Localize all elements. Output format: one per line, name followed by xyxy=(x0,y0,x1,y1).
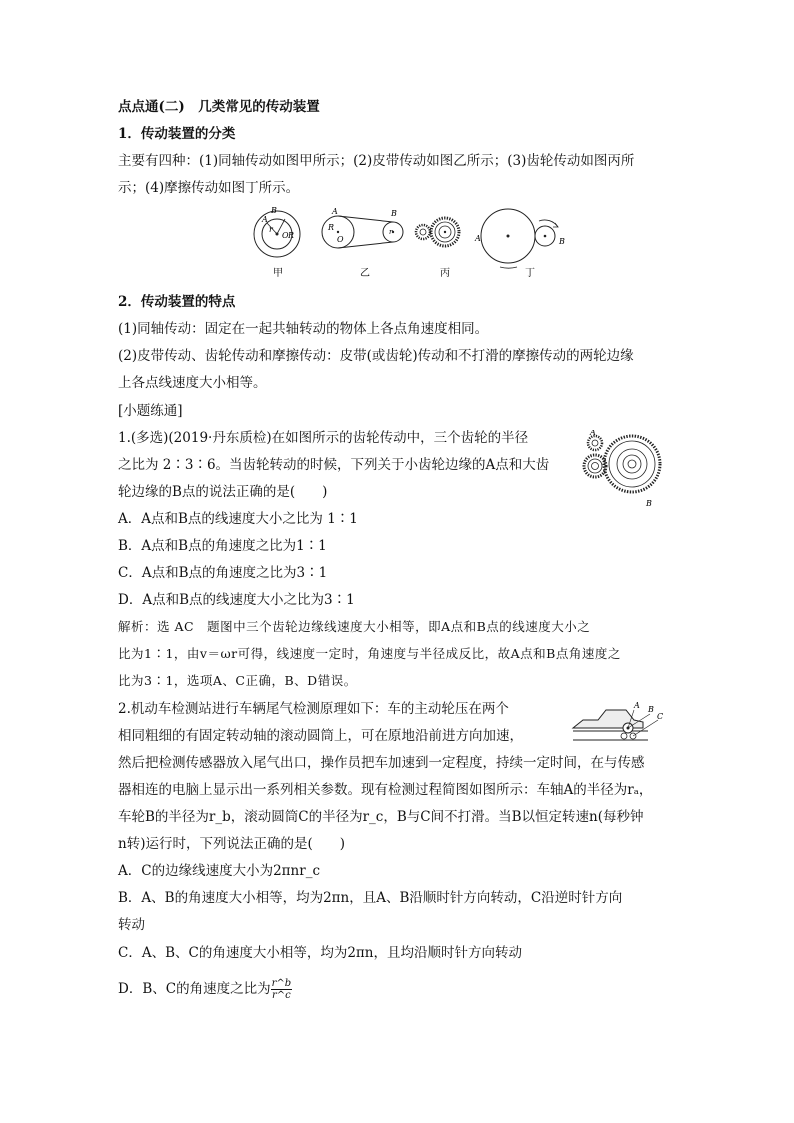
label-B-belt: B xyxy=(391,209,397,218)
feature-1: (1)同轴传动：固定在一起共轴转动的物体上各点角速度相同。 xyxy=(118,321,489,337)
solution-line-2: 比为1∶1，由v＝ωr可得，线速度一定时，角速度与半径成反比，故A点和B点角速度之 xyxy=(118,646,621,661)
q1-line-3: 轮边缘的B点的说法正确的是( ) xyxy=(118,484,328,500)
coaxial-diagram xyxy=(254,206,300,257)
transmission-figure xyxy=(225,205,585,280)
q2-option-c: C．A、B、C的角速度大小相等，均为2πn，且均沿顺时针方向转动 xyxy=(118,945,522,961)
label-B-friction: B xyxy=(559,237,565,246)
feature-2-line-2: 上各点线速度大小相等。 xyxy=(118,375,267,391)
feature-2-line-1: (2)皮带传动、齿轮传动和摩擦传动：皮带(或齿轮)传动和不打滑的摩擦传动的两轮边缘 xyxy=(118,348,634,364)
caption-ding: 丁 xyxy=(525,268,535,279)
q2-line-5: 车轮B的半径为r_b，滚动圆筒C的半径为r_c，B与C间不打滑。当B以恒定转速n(每秒钟 xyxy=(118,809,644,825)
q2-line-3: 然后把检测传感器放入尾气出口，操作员把车加速到一定程度，持续一定时间，在与传感 xyxy=(118,755,645,771)
q2-option-d-fraction xyxy=(271,978,293,1001)
q2-option-a: A．C的边缘线速度大小为2πnr_c xyxy=(118,863,320,879)
q1-option-c: C．A点和B点的角速度之比为3∶1 xyxy=(118,565,328,581)
label-r-belt: r xyxy=(389,228,393,236)
car-test-figure xyxy=(568,698,678,748)
car-label-B: B xyxy=(648,705,654,714)
label-O: O xyxy=(282,231,289,240)
heading-features: 2．传动装置的特点 xyxy=(118,294,236,310)
car-label-A: A xyxy=(634,701,640,710)
label-B: B xyxy=(271,206,277,215)
q2-option-b-line-1: B．A、B的角速度大小相等，均为2πn，且A、B沿顺时针方向转动，C沿逆时针方向 xyxy=(118,890,623,906)
belt-diagram xyxy=(322,207,403,248)
label-R-belt: R xyxy=(328,223,335,232)
gear-label-A: A xyxy=(590,430,596,437)
q2-line-2: 相同粗细的有固定转动轴的滚动圆筒上，可在原地沿前进方向加速， xyxy=(118,728,523,744)
intro-line-2: 示；(4)摩擦传动如图丁所示。 xyxy=(118,180,300,196)
caption-jia: 甲 xyxy=(273,268,283,279)
label-r: r xyxy=(269,225,273,234)
q1-option-a: A．A点和B点的线速度大小之比为 1∶1 xyxy=(118,511,358,527)
fraction-numerator: r^b xyxy=(271,978,292,989)
label-A: A xyxy=(262,215,268,224)
q1-option-d: D．A点和B点的线速度大小之比为3∶1 xyxy=(118,592,355,608)
q1-line-1: 1.(多选)(2019·丹东质检)在如图所示的齿轮传动中，三个齿轮的半径 xyxy=(118,430,529,446)
gear-label-B: B xyxy=(646,499,652,508)
gear-diagram xyxy=(416,218,459,246)
heading-classification: 1．传动装置的分类 xyxy=(118,126,236,142)
label-A-belt: A xyxy=(332,207,338,216)
q1-option-b: B．A点和B点的角速度之比为1∶1 xyxy=(118,538,327,554)
q2-option-d-prefix: D．B、C的角速度之比为 xyxy=(118,981,271,997)
fraction-denominator: r^c xyxy=(271,990,291,1001)
q1-line-2: 之比为 2∶3∶6。当齿轮转动的时候，下列关于小齿轮边缘的A点和大齿 xyxy=(118,457,550,473)
q2-option-b-line-2: 转动 xyxy=(118,917,145,933)
q2-line-6: n转)运行时，下列说法正确的是( ) xyxy=(118,836,345,852)
friction-diagram xyxy=(474,209,565,268)
caption-yi: 乙 xyxy=(360,268,370,279)
q2-line-1: 2.机动车检测站进行车辆尾气检测原理如下：车的主动轮压在两个 xyxy=(118,701,509,717)
practice-tag: [小题练通] xyxy=(118,403,183,419)
car-label-C: C xyxy=(657,712,664,721)
q2-line-4: 器相连的电脑上显示出一系列相关参数。现有检测过程简图如图所示：车轴A的半径为rₐ， xyxy=(118,782,653,798)
gear-train-figure xyxy=(578,430,668,510)
solution-line-1: 解析：选 AC 题图中三个齿轮边缘线速度大小相等，即A点和B点的线速度大小之 xyxy=(118,619,591,634)
solution-line-3: 比为3∶1，选项A、C正确，B、D错误。 xyxy=(118,673,357,688)
section-title: 点点通(二) 几类常见的传动装置 xyxy=(118,99,320,115)
q2-option-d xyxy=(118,976,678,1002)
intro-line-1: 主要有四种：(1)同轴传动如图甲所示；(2)皮带传动如图乙所示；(3)齿轮传动如图丙所 xyxy=(118,153,635,169)
label-A-friction: A xyxy=(475,234,481,243)
label-R: R xyxy=(288,231,295,240)
caption-bing: 丙 xyxy=(440,268,450,279)
label-O-belt: O xyxy=(337,235,344,244)
